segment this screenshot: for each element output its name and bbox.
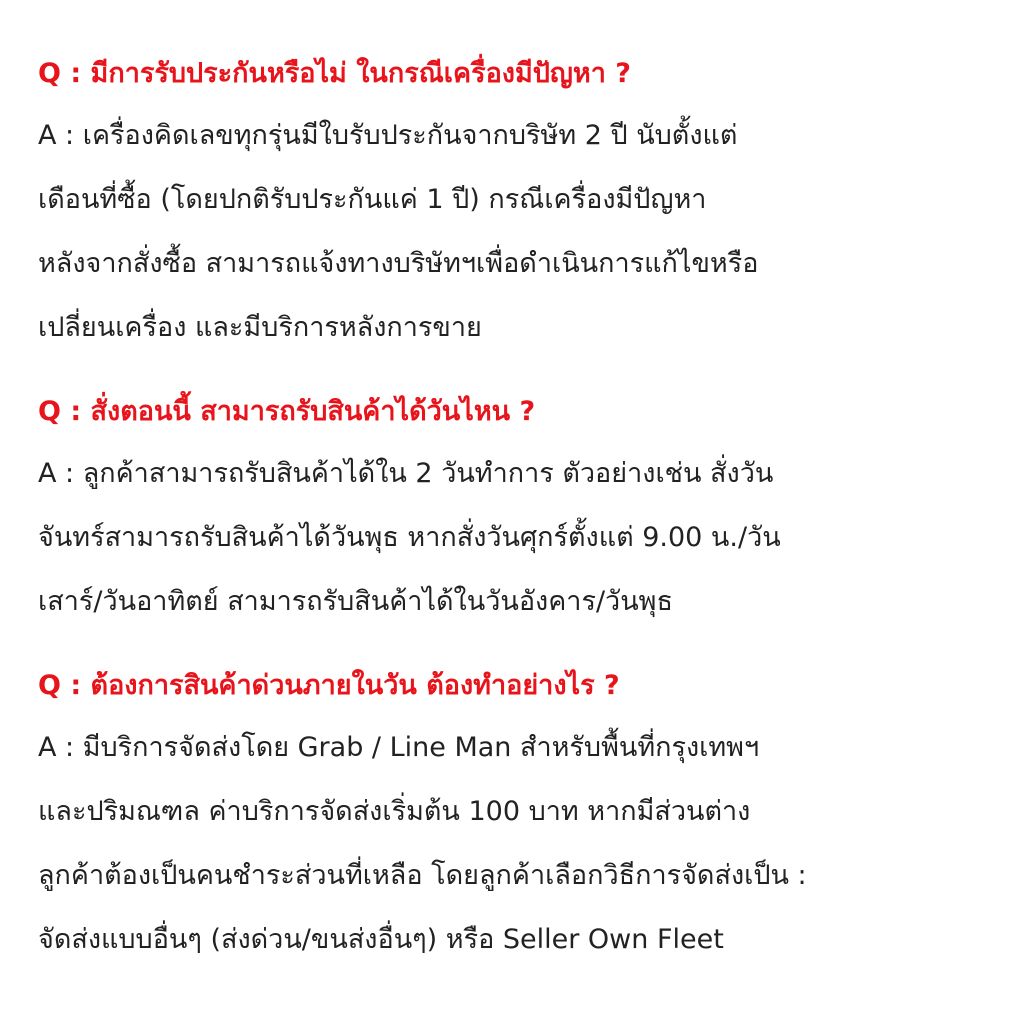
faq-item-express-delivery <box>38 656 998 972</box>
faq-question: Q : ต้องการสินค้าด่วนภายในวัน ต้องทำอย่างไร ? <box>38 670 620 701</box>
answer-line: หลังจากสั่งซื้อ สามารถแจ้งทางบริษัทฯเพื่อดำเนินการแก้ไขหรือ <box>38 248 759 279</box>
answer-line: จันทร์สามารถรับสินค้าได้วันพุธ หากสั่งวันศุกร์ตั้งแต่ 9.00 น./วัน <box>38 522 781 553</box>
faq-list <box>38 44 998 972</box>
faq-item-delivery-time <box>38 382 998 634</box>
faq-answer <box>38 716 998 972</box>
answer-line: จัดส่งแบบอื่นๆ (ส่งด่วน/ขนส่งอื่นๆ) หรือ Seller Own Fleet <box>38 924 724 955</box>
answer-line: เดือนที่ซื้อ (โดยปกติรับประกันแค่ 1 ปี) กรณีเครื่องมีปัญหา <box>38 184 707 215</box>
faq-answer <box>38 104 998 360</box>
answer-line: A : มีบริการจัดส่งโดย Grab / Line Man สำหรับพื้นที่กรุงเทพฯ <box>38 732 760 763</box>
answer-line: ลูกค้าต้องเป็นคนชำระส่วนที่เหลือ โดยลูกค้าเลือกวิธีการจัดส่งเป็น : <box>38 860 807 891</box>
faq-answer <box>38 442 998 634</box>
faq-question: Q : สั่งตอนนี้ สามารถรับสินค้าได้วันไหน ? <box>38 396 536 427</box>
answer-line: เปลี่ยนเครื่อง และมีบริการหลังการขาย <box>38 312 482 343</box>
faq-question: Q : มีการรับประกันหรือไม่ ในกรณีเครื่องมีปัญหา ? <box>38 58 631 89</box>
answer-line: เสาร์/วันอาทิตย์ สามารถรับสินค้าได้ในวันอังคาร/วันพุธ <box>38 586 673 617</box>
answer-line: และปริมณฑล ค่าบริการจัดส่งเริ่มต้น 100 บาท หากมีส่วนต่าง <box>38 796 751 827</box>
answer-line: A : เครื่องคิดเลขทุกรุ่นมีใบรับประกันจากบริษัท 2 ปี นับตั้งแต่ <box>38 120 738 151</box>
faq-item-warranty <box>38 44 998 360</box>
answer-line: A : ลูกค้าสามารถรับสินค้าได้ใน 2 วันทำการ ตัวอย่างเช่น สั่งวัน <box>38 458 774 489</box>
